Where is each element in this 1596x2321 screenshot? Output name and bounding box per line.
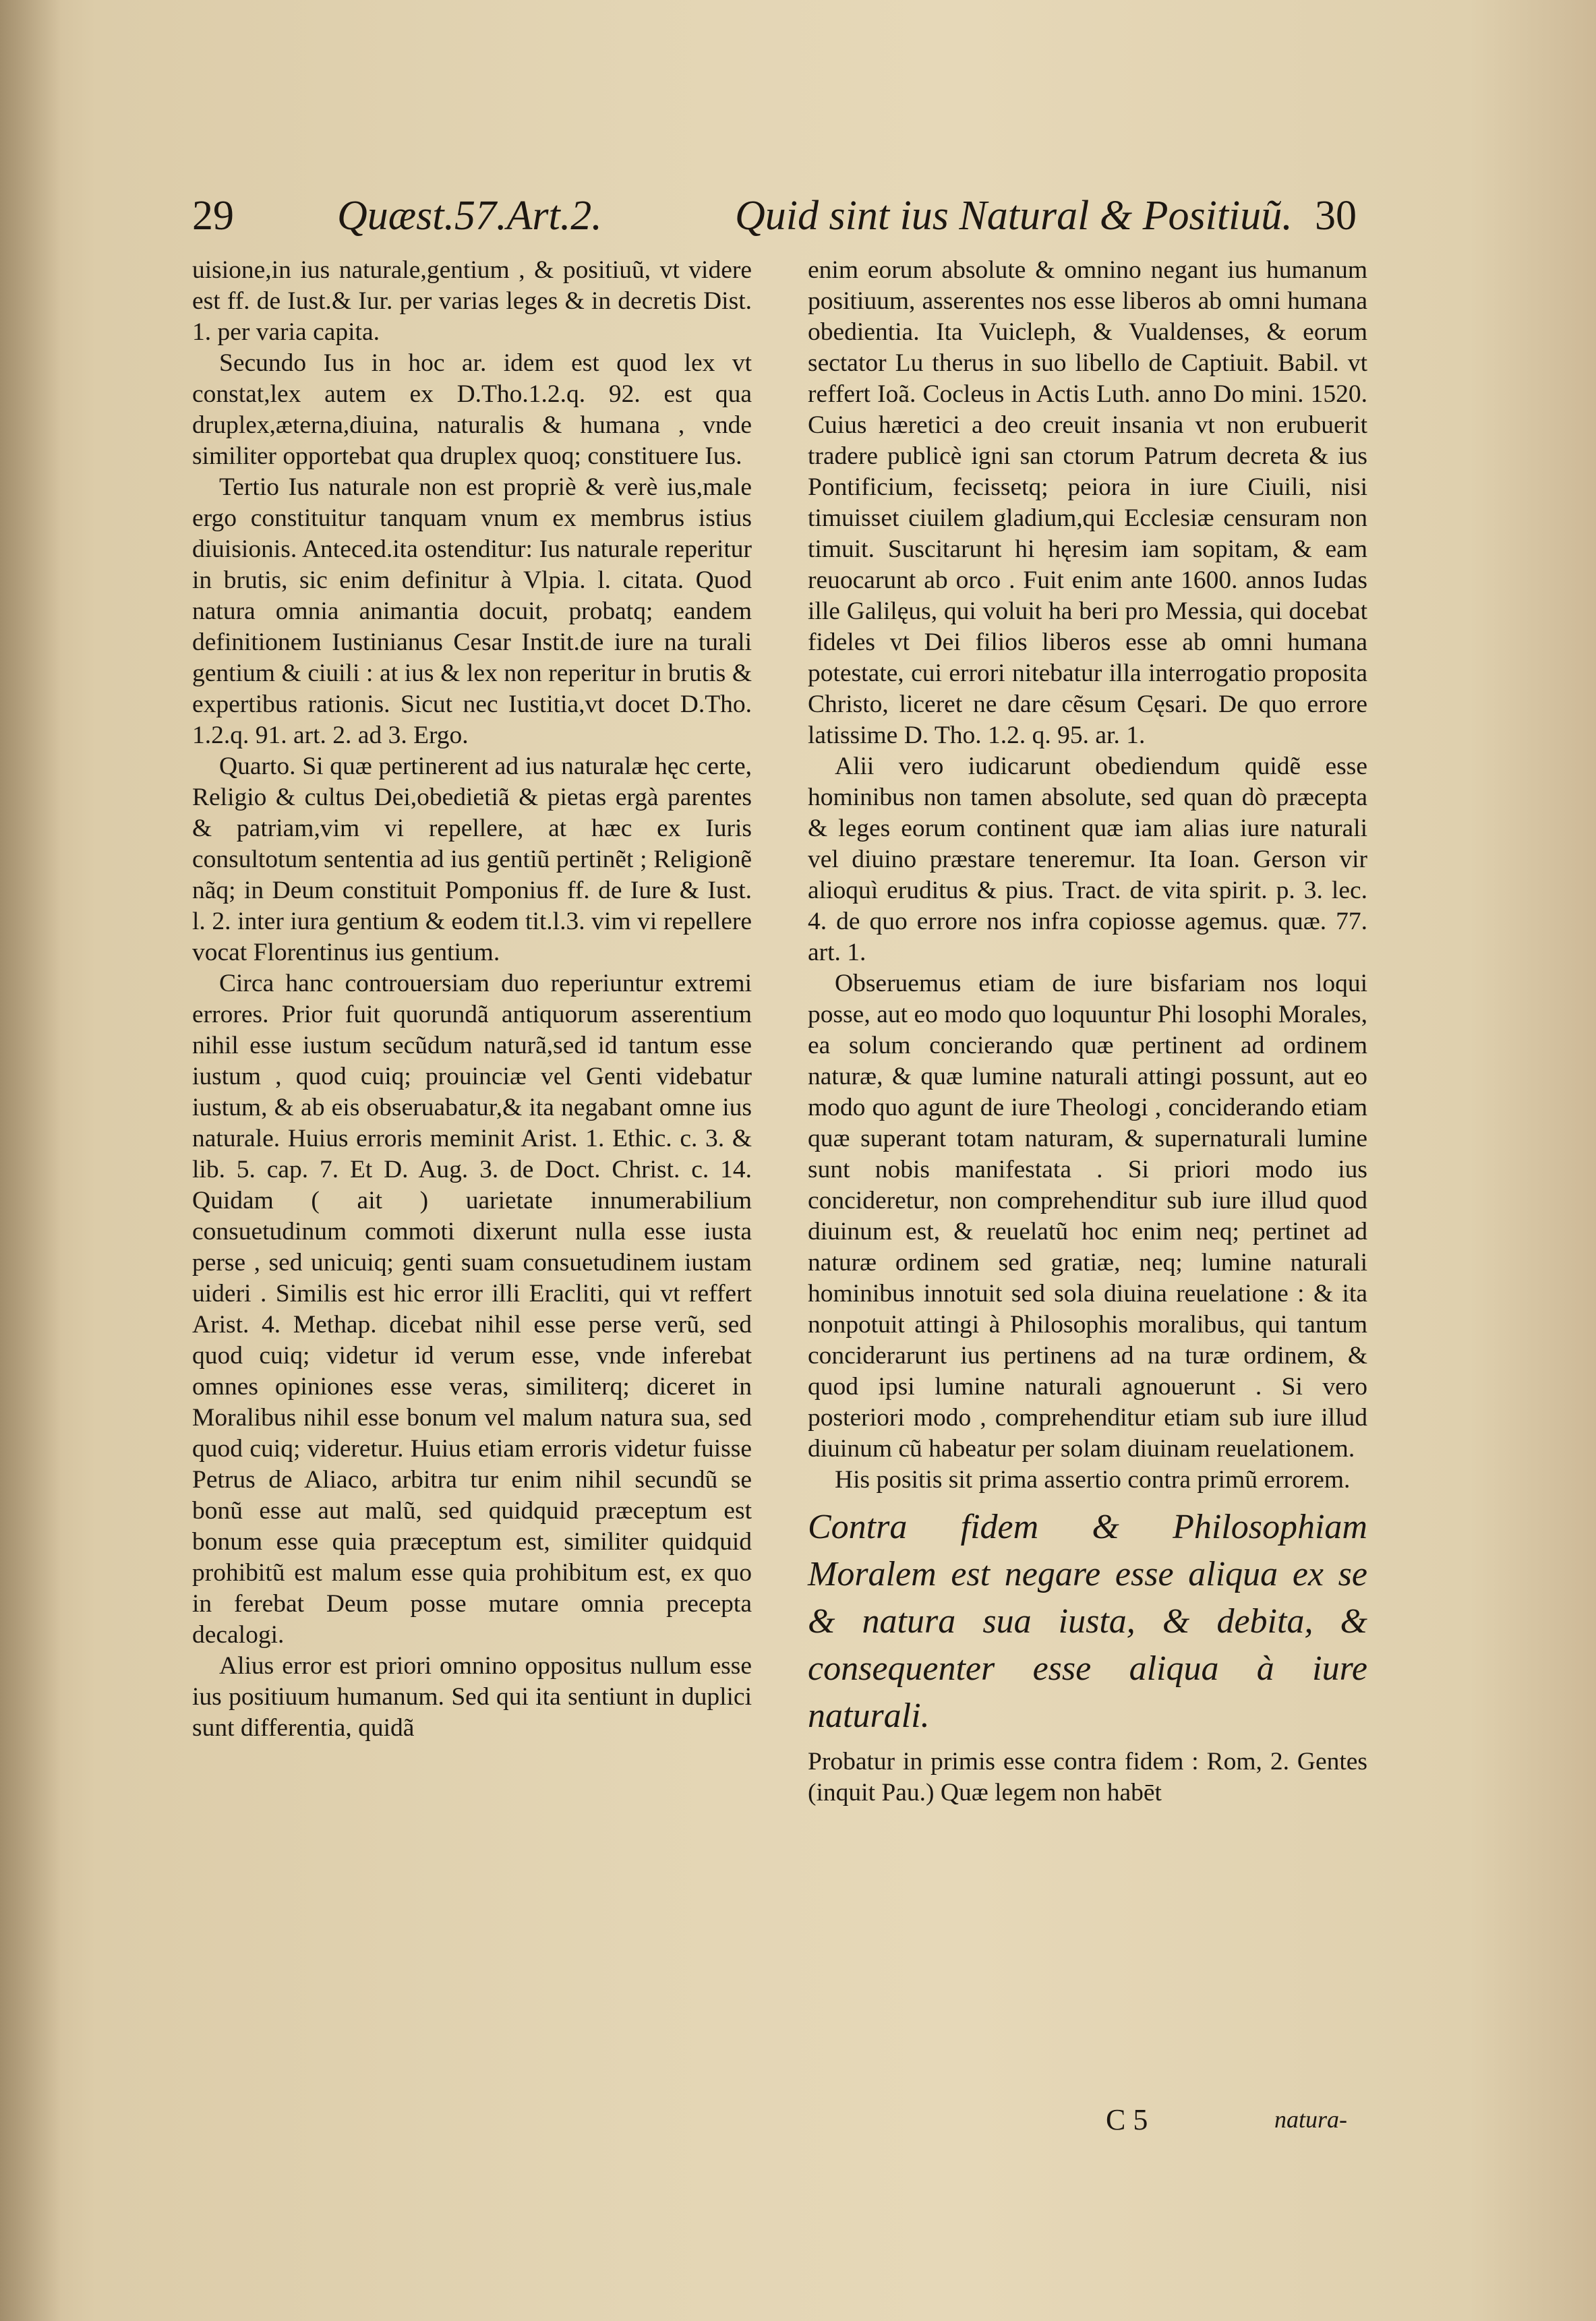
running-title-right: Quid sint ius Natural & Positiuũ. [735, 193, 1293, 239]
paragraph: uisione,in ius naturale,gentium , & positiuũ, vt videre est ff. de Iust.& Iur. per varias leges & in decretis Dist. 1. per varia capita. [192, 256, 752, 346]
catchword: natura- [1274, 2106, 1347, 2133]
page-number-right: 30 [1315, 193, 1357, 239]
paragraph: enim eorum absolute & omnino negant ius humanum positiuum, asserentes nos esse liberos ab omni humana obedientia. Ita Vuicleph, & Vualdenses, & eorum sectator Lu therus in suo libello de Captiuit. Babil. vt reffert Ioã. Cocleus in Actis Luth. anno Do mini. 1520. Cuius hæretici a deo creuit insania vt non erubuerit tradere publicè igni san ctorum Patrum decreta & ius Pontificium, fecissetq; peiora in iure Ciuili, nisi timuisset ciuilem gladium,qui Ecclesiæ censuram non timuit. Suscitarunt hi hęresim iam sopitam, & eam reuocarunt ab orco . Fuit enim ante 1600. annos Iudas ille Galilęus, qui voluit ha beri pro Messia, qui docebat fideles vt Dei filios liberos esse ab omni humana potestate, cui errori nitebatur illa interrogatio proposita Christo, liceret ne dare cẽsum Cęsari. De quo errore latissime D. Tho. 1.2. q. 95. ar. 1. [808, 256, 1367, 749]
page-number-left: 29 [192, 193, 234, 239]
right-column [808, 255, 1367, 1809]
gutter-shadow [0, 0, 61, 2321]
left-column [192, 255, 752, 1744]
running-header [192, 192, 1359, 246]
paragraph: His positis sit prima assertio contra primũ errorem. [835, 1466, 1351, 1494]
paragraph: Alius error est priori omnino oppositus nullum esse ius positiuum humanum. Sed qui ita sentiunt in duplici sunt differentia, quidã [192, 1652, 752, 1742]
paragraph: Probatur in primis esse contra fidem : Rom, 2. Gentes (inquit Pau.) Quæ legem non habēt [808, 1748, 1367, 1806]
paragraph: Alii vero iudicarunt obediendum quidẽ esse hominibus non tamen absolute, sed quan dò præcepta & leges eorum continent quæ iam alias iure naturali vel diuino præstare teneremur. Ita Ioan. Gerson vir alioquì eruditus & pius. Tract. de vita spirit. p. 3. lec. 4. de quo errore nos infra copiosse agemus. quæ. 77. art. 1. [808, 753, 1367, 966]
paragraph: Secundo Ius in hoc ar. idem est quod lex vt constat,lex autem ex D.Tho.1.2.q. 92. est qua druplex,æterna,diuina, naturalis & humana , vnde similiter opportebat qua druplex quoq; constituere Ius. [192, 349, 752, 470]
paragraph: Circa hanc controuersiam duo reperiuntur extremi errores. Prior fuit quorundã antiquorum asserentium nihil esse iustum secũdum naturã,sed id tantum esse iustum , quod cuiq; prouinciæ vel Genti videbatur iustum, & ab eis obseruabatur,& ita negabant omne ius naturale. Huius erroris meminit Arist. 1. Ethic. c. 3. & lib. 5. cap. 7. Et D. Aug. 3. de Doct. Christ. c. 14. Quidam ( ait ) uarietate innumerabilium consuetudinum commoti dixerunt nulla esse iusta perse , sed unicuiq; genti suam consuetudinem iustam uideri . Similis est hic error illi Eracliti, qui vt reffert Arist. 4. Methap. dicebat nihil esse perse verũ, sed quod cuiq; videtur id verum esse, vnde inferebat omnes opiniones esse veras, similiterq; diceret in Moralibus nihil esse bonum vel malum natura sua, sed quod cuiq; videretur. Huius etiam erroris videtur fuisse Petrus de Aliaco, arbitra tur enim nihil secundũ se bonũ esse aut malũ, sed quidquid præceptum est bonum esse quia præceptum est, similiter quidquid prohibitũ est malum esse quia prohibitum est, ex quo in ferebat Deum posse mutare omnia precepta decalogi. [192, 970, 752, 1649]
paragraph: Quarto. Si quæ pertinerent ad ius naturalæ hęc certe, Religio & cultus Dei,obedietiã & pietas ergà parentes & patriam,vim vi repellere, at hæc ex Iuris consultotum sententia ad ius gentiũ pertinẽt ; Religionẽ nãq; in Deum constituit Pomponius ff. de Iure & Iust. l. 2. inter iura gentium & eodem tit.l.3. vim vi repellere vocat Florentinus ius gentium. [192, 753, 752, 966]
assertion-heading: Contra fidem & Philosophiam Moralem est negare esse aliqua ex se & natura sua iusta, & debita, & consequenter esse aliqua à iure naturali. [808, 1508, 1367, 1735]
paragraph: Tertio Ius naturale non est propriè & verè ius,male ergo constituitur tanquam vnum ex membrus istius diuisionis. Anteced.ita ostenditur: Ius naturale reperitur in brutis, sic enim definitur à Vlpia. l. citata. Quod natura omnia animantia docuit, probatq; eandem definitionem Iustinianus Cesar Instit.de iure na turali gentium & ciuili : at ius & lex non reperitur in brutis & expertibus rationis. Sicut nec Iustitia,vt docet D.Tho. 1.2.q. 91. art. 2. ad 3. Ergo. [192, 473, 752, 749]
signature-mark: C 5 [1106, 2103, 1148, 2136]
running-title-left: Quæst.57.Art.2. [337, 193, 602, 239]
paragraph: Obseruemus etiam de iure bisfariam nos loqui posse, aut eo modo quo loquuntur Phi losophi Morales, ea solum concierando quæ pertinent ad ordinem naturæ, & quæ lumine naturali attingi possunt, aut eo modo quo agunt de iure Theologi , conciderando etiam quæ superant totam naturam, & supernaturali lumine sunt nobis manifestata . Si priori modo ius concideretur, non comprehenditur sub iure illud quod diuinum est, & reuelatũ hoc enim neq; pertinet ad naturæ ordinem sed gratiæ, neq; lumine naturali hominibus innotuit sed sola diuina reuelatione : & ita nonpotuit attingi à Philosophis moralibus, qui tantum conciderarunt ius pertinens ad na turæ ordinem, & quod ipsi lumine naturali agnouerunt . Si vero posteriori modo , comprehenditur etiam sub iure illud diuinum cũ habeatur per solam diuinam reuelationem. [808, 970, 1367, 1463]
